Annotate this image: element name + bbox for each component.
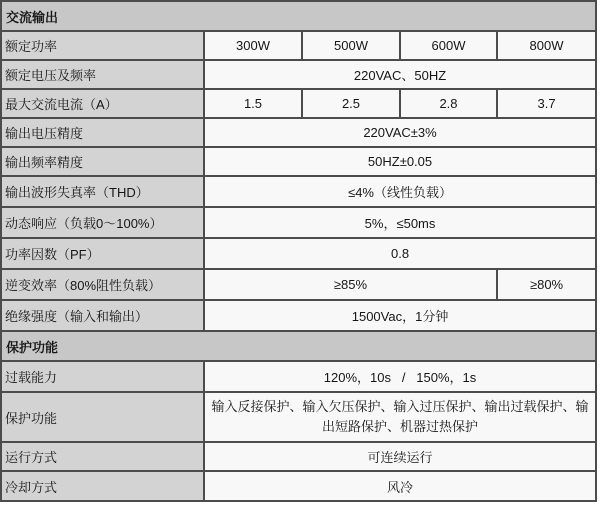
row-dynamic-response bbox=[1, 207, 596, 238]
row-label-insulation: 绝缘强度（输入和输出） bbox=[1, 300, 204, 331]
rated-power-300w-cell: 300W bbox=[204, 31, 302, 60]
row-label-rated-voltage-freq: 额定电压及频率 bbox=[1, 60, 204, 89]
max-ac-current-800w-cell: 3.7 bbox=[497, 89, 596, 118]
row-output-freq-accuracy bbox=[1, 147, 596, 176]
inverter-efficiency-main-value: ≥85% bbox=[204, 269, 497, 300]
row-label-output-voltage-accuracy: 输出电压精度 bbox=[1, 118, 204, 147]
row-label-thd: 输出波形失真率（THD） bbox=[1, 176, 204, 207]
row-label-power-factor: 功率因数（PF） bbox=[1, 238, 204, 269]
protection-functions-value: 输入反接保护、输入欠压保护、输入过压保护、输出过载保护、输出短路保护、机器过热保护 bbox=[204, 392, 596, 442]
output-voltage-accuracy-value: 220VAC±3% bbox=[204, 118, 596, 147]
dynamic-response-value: 5%，≤50ms bbox=[204, 207, 596, 238]
row-insulation bbox=[1, 300, 596, 331]
cooling-mode-value: 风冷 bbox=[204, 471, 596, 501]
output-freq-accuracy-value: 50HZ±0.05 bbox=[204, 147, 596, 176]
row-rated-power bbox=[1, 31, 596, 60]
insulation-value: 1500Vac，1分钟 bbox=[204, 300, 596, 331]
row-label-inverter-efficiency: 逆变效率（80%阻性负载） bbox=[1, 269, 204, 300]
operation-mode-value: 可连续运行 bbox=[204, 442, 596, 471]
rated-power-800w-cell: 800W bbox=[497, 31, 596, 60]
rated-power-600w-cell: 600W bbox=[400, 31, 497, 60]
row-label-overload: 过载能力 bbox=[1, 361, 204, 392]
power-factor-value: 0.8 bbox=[204, 238, 596, 269]
row-label-protection-functions: 保护功能 bbox=[1, 392, 204, 442]
row-label-max-ac-current: 最大交流电流（A） bbox=[1, 89, 204, 118]
rated-power-500w-cell: 500W bbox=[302, 31, 400, 60]
section-header-protection bbox=[1, 331, 596, 361]
max-ac-current-500w-cell: 2.5 bbox=[302, 89, 400, 118]
row-rated-voltage-freq bbox=[1, 60, 596, 89]
overload-value: 120%，10s / 150%，1s bbox=[204, 361, 596, 392]
row-label-cooling-mode: 冷却方式 bbox=[1, 471, 204, 501]
max-ac-current-300w-cell: 1.5 bbox=[204, 89, 302, 118]
inverter-efficiency-800w-value: ≥80% bbox=[497, 269, 596, 300]
row-operation-mode bbox=[1, 442, 596, 471]
row-cooling-mode bbox=[1, 471, 596, 501]
row-thd bbox=[1, 176, 596, 207]
max-ac-current-600w-cell: 2.8 bbox=[400, 89, 497, 118]
section-title-protection: 保护功能 bbox=[1, 331, 596, 361]
row-label-dynamic-response: 动态响应（负载0～100%） bbox=[1, 207, 204, 238]
section-title-ac-output: 交流输出 bbox=[1, 1, 596, 31]
row-label-rated-power: 额定功率 bbox=[1, 31, 204, 60]
row-power-factor bbox=[1, 238, 596, 269]
row-label-operation-mode: 运行方式 bbox=[1, 442, 204, 471]
row-max-ac-current bbox=[1, 89, 596, 118]
section-header-ac-output bbox=[1, 1, 596, 31]
row-label-output-freq-accuracy: 输出频率精度 bbox=[1, 147, 204, 176]
row-overload bbox=[1, 361, 596, 392]
row-output-voltage-accuracy bbox=[1, 118, 596, 147]
row-protection-functions bbox=[1, 392, 596, 442]
thd-value: ≤4%（线性负载） bbox=[204, 176, 596, 207]
rated-voltage-freq-value: 220VAC、50HZ bbox=[204, 60, 596, 89]
row-inverter-efficiency bbox=[1, 269, 596, 300]
